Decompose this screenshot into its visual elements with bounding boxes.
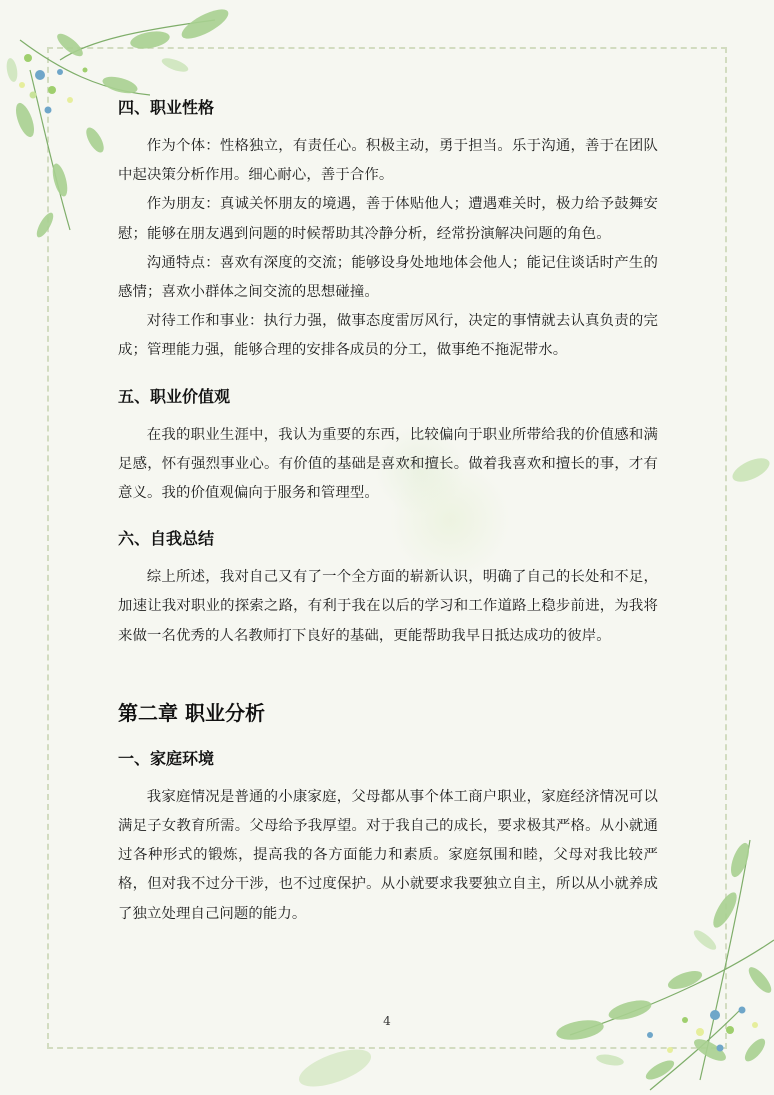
leaf-decoration-bottom-left [290, 1040, 380, 1095]
document-body [118, 96, 658, 929]
paragraph-as-individual: 作为个体：性格独立，有责任心。积极主动，勇于担当。乐于沟通，善于在团队中起决策分析作用。细心耐心，善于合作。 [118, 138, 658, 184]
section-heading-self-summary: 六、自我总结 [118, 529, 215, 549]
paragraph-self-summary: 综上所述，我对自己又有了一个全方面的崭新认识，明确了自己的长处和不足，加速让我对职业的探索之路，有利于我在以后的学习和工作道路上稳步前进，为我将来做一名优秀的人名教师打下良好的基础，更能帮助我早日抵达成功的彼岸。 [118, 569, 658, 644]
paragraph-career-values: 在我的职业生涯中，我认为重要的东西，比较偏向于职业所带给我的价值感和满足感，怀有强烈事业心。有价值的基础是喜欢和擅长。做着我喜欢和擅长的事，才有意义。我的价值观偏向于服务和管理型。 [118, 426, 658, 502]
paragraph-as-friend: 作为朋友：真诚关怀朋友的境遇，善于体贴他人；遭遇难关时，极力给予鼓舞安慰；能够在朋友遇到问题的时候帮助其冷静分析，经常扮演解决问题的角色。 [118, 196, 658, 242]
section-heading-career-values: 五、职业价值观 [118, 386, 231, 406]
section-heading-career-personality: 四、职业性格 [118, 98, 215, 117]
section-heading-family-environment: 一、家庭环境 [118, 748, 215, 768]
page-number: 4 [383, 1014, 391, 1028]
chapter-title: 第二章 职业分析 [118, 700, 265, 725]
paragraph-work-attitude: 对待工作和事业：执行力强，做事态度雷厉风行，决定的事情就去认真负责的完成；管理能力强，能够合理的安排各成员的分工，做事绝不拖泥带水。 [118, 313, 658, 359]
paragraph-family-environment: 我家庭情况是普通的小康家庭，父母都从事个体工商户职业，家庭经济情况可以满足子女教育所需。父母给予我厚望。对于我自己的成长，要求极其严格。从小就通过各种形式的锻炼，提高我的各方面能力和素质。家庭氛围和睦，父母对我比较严格，但对我不过分干涉，也不过度保护。从小就要求我要独立自主，所以从小就养成了独立处理自己问题的能力。 [118, 788, 658, 922]
paragraph-communication: 沟通特点：喜欢有深度的交流；能够设身处地地体会他人；能记住谈话时产生的感情；喜欢小群体之间交流的思想碰撞。 [118, 254, 658, 301]
leaf-decoration-right [728, 450, 774, 490]
